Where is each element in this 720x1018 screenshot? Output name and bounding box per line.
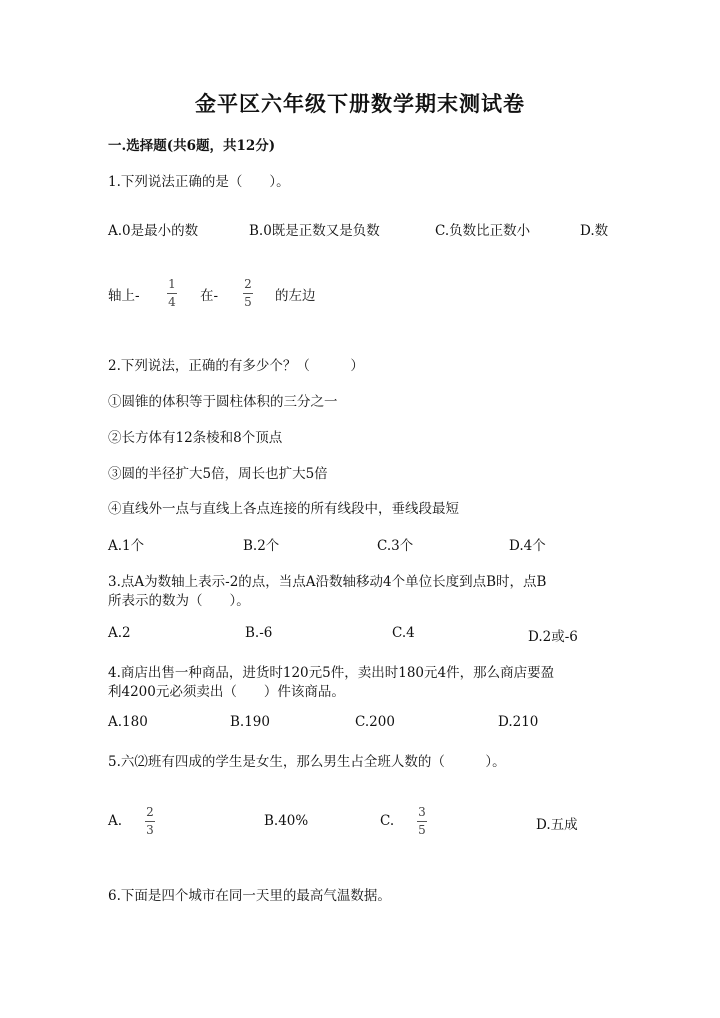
fraction-numerator: 1 xyxy=(168,277,176,291)
q1-option-b: B.0既是正数又是负数 xyxy=(249,223,380,239)
q3-option-a: A.2 xyxy=(108,625,131,641)
q5-fraction-3-5 xyxy=(417,806,427,837)
question-5-stem: 5.六⑵班有四成的学生是女生，那么男生占全班人数的（ ）。 xyxy=(108,754,506,770)
q1-fraction-2-5 xyxy=(243,278,253,309)
q3-option-b: B.-6 xyxy=(245,625,273,641)
question-2-stem: 2.下列说法，正确的有多少个？（ ） xyxy=(108,358,364,374)
q3-option-d: D.2或-6 xyxy=(528,629,578,645)
question-1-stem: 1.下列说法正确的是（ ）。 xyxy=(108,174,290,190)
fraction-denominator: 5 xyxy=(244,295,252,309)
q2-option-b: B.2个 xyxy=(243,538,280,554)
q5-option-d: D.五成 xyxy=(536,817,578,833)
q2-option-d: D.4个 xyxy=(509,538,546,554)
fraction-denominator: 3 xyxy=(146,823,154,837)
q2-statement-2: ②长方体有12条棱和8个顶点 xyxy=(108,430,283,446)
q4-option-c: C.200 xyxy=(355,714,395,730)
fraction-bar xyxy=(417,821,427,822)
q5-option-c-label: C. xyxy=(380,813,395,829)
q5-fraction-2-3 xyxy=(145,806,155,837)
fraction-numerator: 3 xyxy=(418,805,426,819)
fraction-numerator: 2 xyxy=(244,277,252,291)
question-6-stem: 6.下面是四个城市在同一天里的最高气温数据。 xyxy=(108,888,391,904)
q1-option-d-end: 的左边 xyxy=(275,288,316,304)
fraction-bar xyxy=(167,293,177,294)
question-3-line-2: 所表示的数为（ ）。 xyxy=(108,593,250,609)
q2-statement-3: ③圆的半径扩大5倍，周长也扩大5倍 xyxy=(108,466,328,482)
q1-option-d-mid: 在- xyxy=(200,288,219,304)
q1-option-d-start: D.数 xyxy=(580,223,609,239)
section-heading: 一.选择题(共6题，共12分) xyxy=(108,138,276,154)
question-4-line-1: 4.商店出售一种商品，进货时120元5件，卖出时180元4件，那么商店要盈 xyxy=(108,665,555,681)
q2-statement-4: ④直线外一点与直线上各点连接的所有线段中，垂线段最短 xyxy=(108,501,459,517)
q4-option-b: B.190 xyxy=(230,714,270,730)
question-3-line-1: 3.点A为数轴上表示-2的点，当点A沿数轴移动4个单位长度到点B时，点B xyxy=(108,574,547,590)
fraction-denominator: 4 xyxy=(168,295,176,309)
q2-option-a: A.1个 xyxy=(108,538,145,554)
q5-option-a-label: A. xyxy=(108,813,123,829)
q4-option-a: A.180 xyxy=(108,714,148,730)
q2-statement-1: ①圆锥的体积等于圆柱体积的三分之一 xyxy=(108,394,338,410)
q1-fraction-1-4 xyxy=(167,278,177,309)
fraction-numerator: 2 xyxy=(146,805,154,819)
q1-option-d-prefix: 轴上- xyxy=(108,288,140,304)
fraction-bar xyxy=(243,293,253,294)
q1-option-c: C.负数比正数小 xyxy=(435,223,531,239)
fraction-bar xyxy=(145,821,155,822)
page-title: 金平区六年级下册数学期末测试卷 xyxy=(195,91,525,116)
q5-option-b: B.40% xyxy=(264,813,309,829)
q2-option-c: C.3个 xyxy=(377,538,414,554)
q4-option-d: D.210 xyxy=(498,714,539,730)
q1-option-a: A.0是最小的数 xyxy=(108,223,199,239)
fraction-denominator: 5 xyxy=(418,823,426,837)
question-4-line-2: 利4200元必须卖出（ ）件该商品。 xyxy=(108,684,345,700)
q3-option-c: C.4 xyxy=(392,625,415,641)
